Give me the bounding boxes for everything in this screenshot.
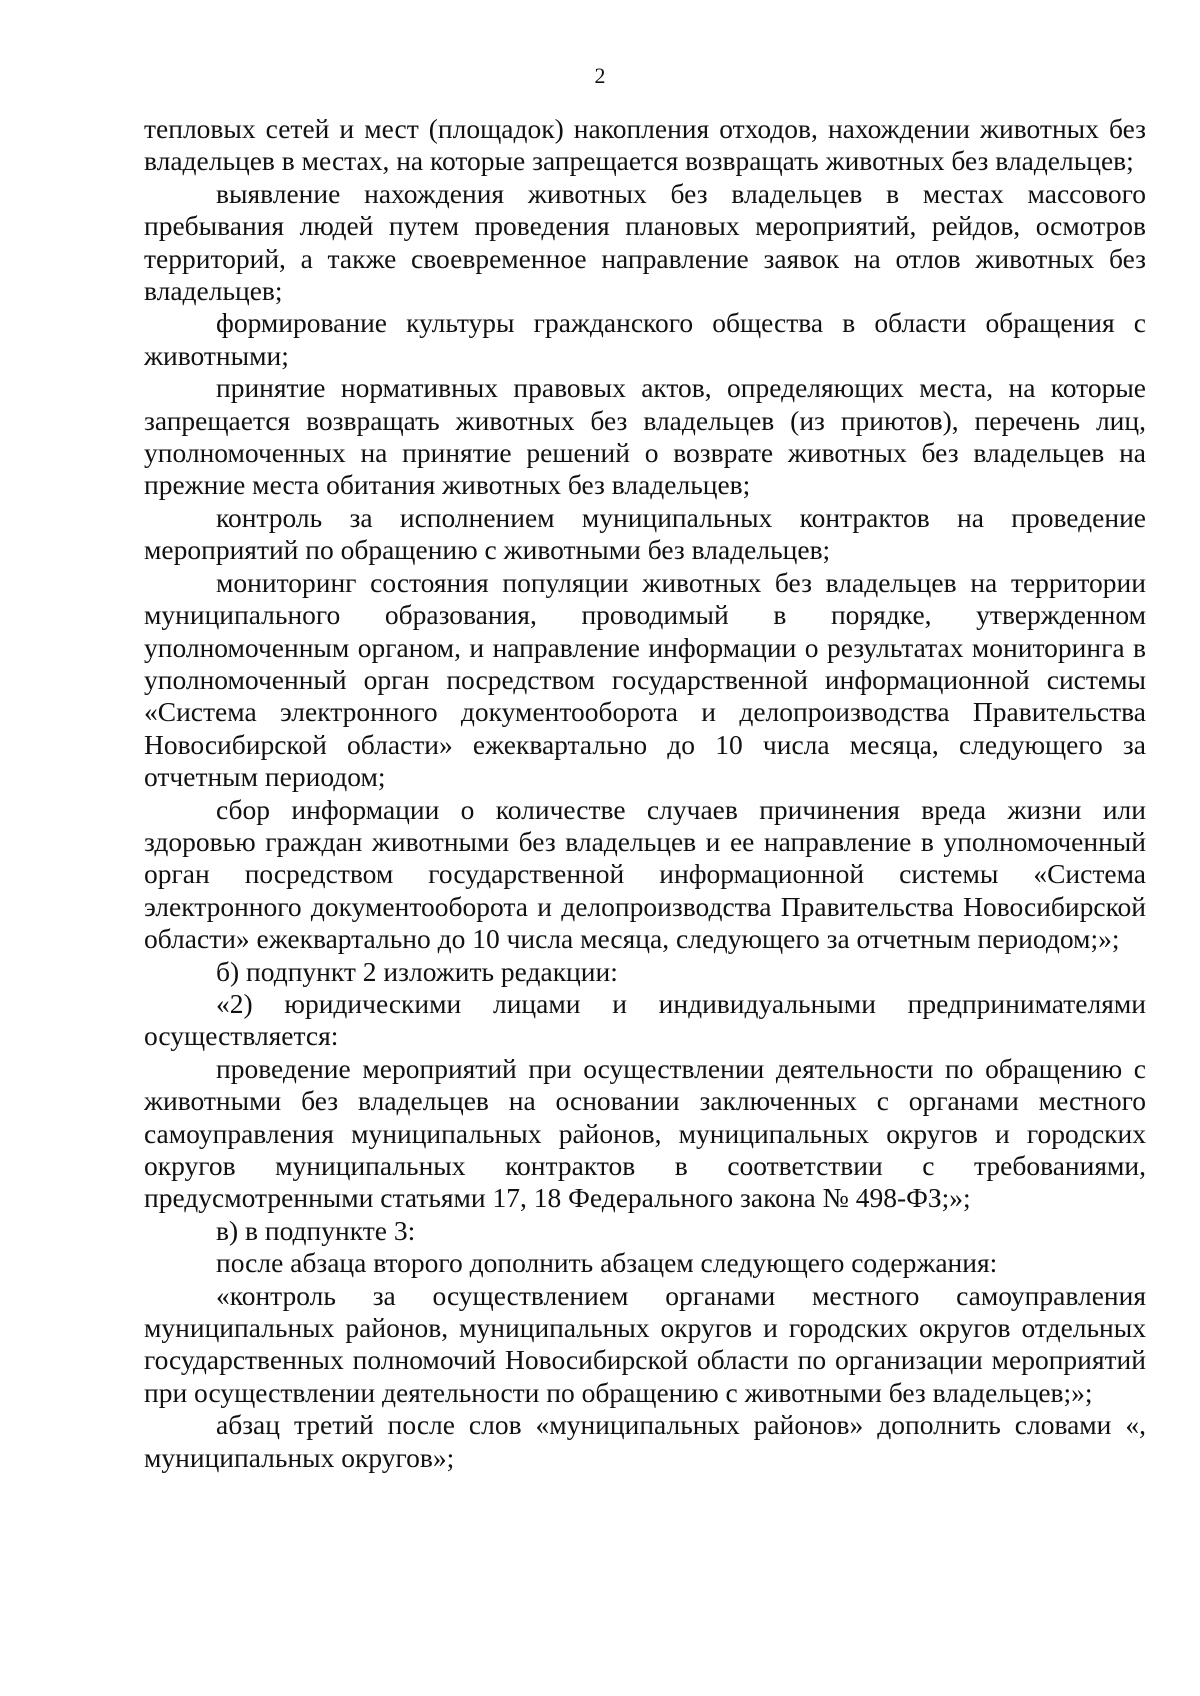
paragraph-continuation: тепловых сетей и мест (площадок) накопления отходов, нахождении животных без владельцев в местах, на которые запрещается возвращать животных без владельцев; [144, 113, 1146, 177]
paragraph-quote-2: «2) юридическими лицами и индивидуальными предпринимателями осуществляется: [144, 987, 1146, 1052]
paragraph: формирование культуры гражданского общества в области обращения с животными; [144, 307, 1146, 371]
paragraph: сбор информации о количестве случаев причинения вреда жизни или здоровью граждан животными без владельцев и ее направление в уполномоченный орган посредством государственной информационной системы «Система электронного документооборота и делопроизводства Правительства Новосибирской области» ежеквартально до 10 числа месяца, следующего за отчетным периодом;»; [144, 793, 1146, 955]
paragraph: проведение мероприятий при осуществлении деятельности по обращению с животными без владельцев на основании заключенных с органами местного самоуправления муниципальных районов, муниципальных округов и городских округов муниципальных контрактов в соответствии с требованиями, предусмотренными статьями 17, 18 Федерального закона № 498-ФЗ;»; [144, 1052, 1146, 1214]
paragraph: абзац третий после слов «муниципальных районов» дополнить словами «, муниципальных округов»; [144, 1409, 1146, 1473]
paragraph: после абзаца второго дополнить абзацем следующего содержания: [216, 1247, 998, 1279]
paragraph: выявление нахождения животных без владельцев в местах массового пребывания людей путем проведения плановых мероприятий, рейдов, осмотров территорий, а также своевременное направление заявок на отлов животных без владельцев; [144, 177, 1146, 307]
paragraph-item-v: в) в подпункте 3: [216, 1214, 416, 1246]
paragraph-item-b: б) подпункт 2 изложить редакции: [216, 955, 618, 987]
paragraph: контроль за исполнением муниципальных контрактов на проведение мероприятий по обращению с животными без владельцев; [144, 501, 1146, 566]
document-body [144, 113, 1146, 1474]
paragraph: мониторинг состояния популяции животных без владельцев на территории муниципального образования, проводимый в порядке, утвержденном уполномоченным органом, и направление информации о результатах мониторинга в уполномоченный орган посредством государственной информационной системы «Система электронного документооборота и делопроизводства Правительства Новосибирской области» ежеквартально до 10 числа месяца, следующего за отчетным периодом; [144, 566, 1146, 793]
page-number: 2 [594, 63, 606, 88]
paragraph-quote-control: «контроль за осуществлением органами местного самоуправления муниципальных районов, муниципальных округов и городских округов отдельных государственных полномочий Новосибирской области по организации мероприятий при осуществлении деятельности по обращению с животными без владельцев;»; [144, 1279, 1146, 1408]
paragraph: принятие нормативных правовых актов, определяющих места, на которые запрещается возвращать животных без владельцев (из приютов), перечень лиц, уполномоченных на принятие решений о возврате животных без владельцев на прежние места обитания животных без владельцев; [144, 372, 1146, 501]
